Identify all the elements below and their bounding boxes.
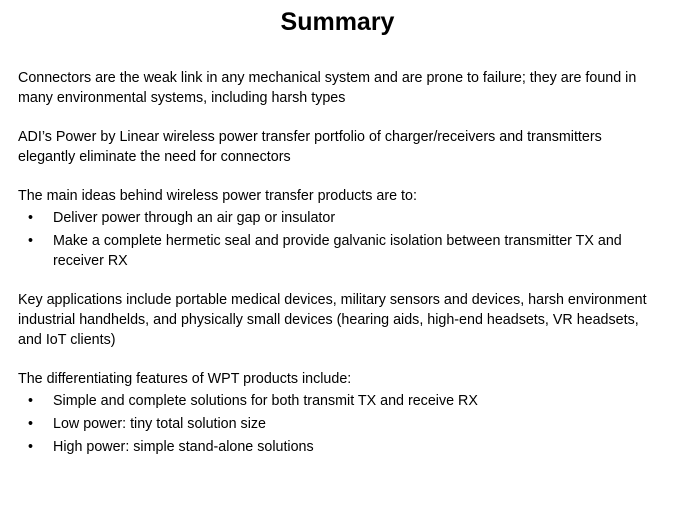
- list-item-text: Make a complete hermetic seal and provide galvanic isolation between transmitter TX and receiver RX: [53, 233, 622, 269]
- slide-title: Summary: [280, 8, 395, 36]
- bullet-icon: •: [28, 439, 34, 455]
- main-ideas-list: [18, 208, 662, 271]
- bullet-icon: •: [28, 210, 34, 226]
- bullet-icon: •: [28, 416, 34, 432]
- list-item-text: High power: simple stand-alone solutions: [53, 439, 314, 455]
- list-item: [18, 414, 662, 434]
- features-list: [18, 391, 662, 457]
- paragraph-features: The differentiating features of WPT products include:: [18, 371, 352, 387]
- list-item-text: Deliver power through an air gap or insulator: [53, 210, 336, 226]
- paragraph-connectors: Connectors are the weak link in any mechanical system and are prone to failure; they are found in many environmental systems, including harsh types: [18, 70, 637, 106]
- paragraph-portfolio: ADI’s Power by Linear wireless power transfer portfolio of charger/receivers and transmitters elegantly eliminate the need for connectors: [18, 129, 602, 165]
- list-item: [18, 208, 662, 228]
- list-item: [18, 437, 662, 457]
- bullet-icon: •: [28, 233, 34, 249]
- list-item-text: Low power: tiny total solution size: [53, 416, 266, 432]
- paragraph-applications: Key applications include portable medical devices, military sensors and devices, harsh environment industrial handhelds, and physically small devices (hearing aids, high-end headsets, VR headsets, and IoT clients): [18, 292, 647, 348]
- slide-body: [18, 68, 662, 476]
- list-item: [18, 391, 662, 411]
- list-item-text: Simple and complete solutions for both transmit TX and receive RX: [53, 393, 478, 409]
- list-item: [18, 231, 662, 271]
- bullet-icon: •: [28, 393, 34, 409]
- paragraph-main-ideas: The main ideas behind wireless power transfer products are to:: [18, 188, 417, 204]
